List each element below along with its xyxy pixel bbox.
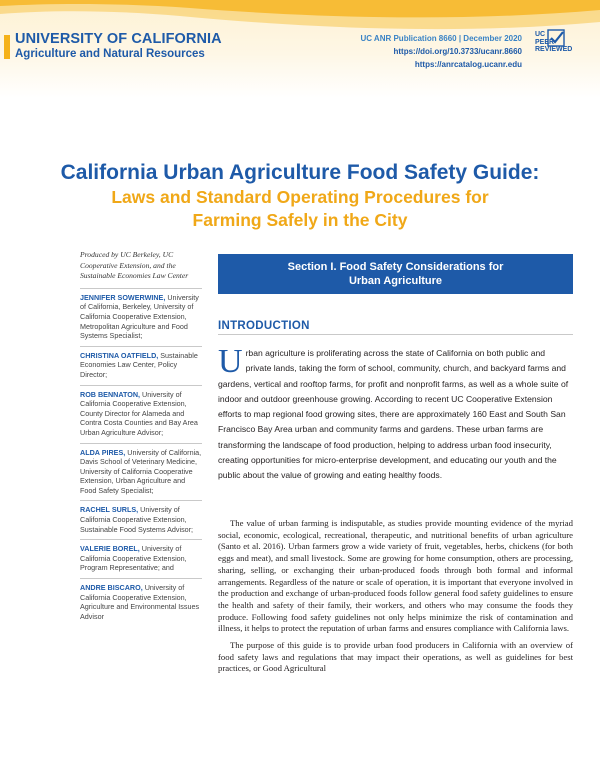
divider (80, 500, 202, 501)
peer-label-peer: PEER (535, 38, 555, 46)
peer-reviewed-label (535, 31, 572, 54)
author-entry (80, 583, 202, 621)
lead-paragraph (218, 343, 573, 484)
body-paragraph: The purpose of this guide is to provide urban food producers in California with an overview of food safety laws and regulations that may impact their operations, as well as guidelines for best practices, or Good Agricultural (218, 640, 573, 674)
document-title (30, 160, 570, 232)
author-role: University of California, Berkeley, University of California Cooperative Extension, Metropolitan Agriculture and Food Systems Specialist; (80, 292, 199, 341)
peer-label-reviewed: REVIEWED (535, 46, 573, 53)
divider (80, 385, 202, 386)
author-name: JENNIFER SOWERWINE, (80, 292, 166, 302)
author-entry (80, 351, 202, 380)
author-role: Sustainable Economies Law Center, Policy Director; (80, 350, 198, 379)
author-role: University of California Cooperative Extension, County Director for Alameda and Contra Costa Counties and Bay Area Urban Agriculture Advisor; (80, 389, 198, 437)
author-entry (80, 390, 202, 438)
uc-anr-logo (15, 31, 245, 61)
peer-label-uc: UC (535, 31, 546, 38)
divider (80, 346, 202, 347)
org-name: UNIVERSITY OF CALIFORNIA (15, 31, 222, 47)
section-title-line1: Section I. Food Safety Considerations for (287, 261, 504, 273)
org-division: Agriculture and Natural Resources (15, 48, 205, 60)
author-entry (80, 544, 202, 573)
divider (218, 334, 573, 335)
author-name: ROB BENNATON, (80, 389, 141, 399)
body-paragraph: The value of urban farming is indisputable, as studies provide mounting evidence of the myriad social, economic, ecological, recreational, therapeutic, and nutritional benefits of urban agriculture (Santo et al. 2016). Urban farmers grow a wide variety of fruit, vegetables, herbs, chickens (for both eggs and meat), and small livestock. Some are growing for home consumption, others are processing, sharing, selling, or exchanging their urban-produced foods through both formal and informal arrangements. Regardless of the nature or scale of operation, it is important that everyone involved in the production and exchange of urban-produced foods follow general food safety guidelines to ensure the health and safety of their family, their workers, and others who may consume the foods they produce. Following food safety guidelines not only helps minimize the risk of contamination and illness, it helps to protect the reputation of urban farms and ensures compliance with California laws. (218, 518, 573, 634)
catalog-link[interactable]: https://anrcatalog.ucanr.edu (414, 60, 522, 69)
author-entry (80, 505, 202, 534)
author-name: ALDA PIRES, (80, 447, 126, 457)
section-title-line2: Urban Agriculture (348, 275, 443, 287)
author-role: University of California Cooperative Extension, Agriculture and Environmental Issues Advisor (80, 583, 200, 621)
author-role: University of California Cooperative Extension, Sustainable Food Systems Advisor; (80, 505, 194, 534)
publication-number: UC ANR Publication 8660 | December 2020 (360, 34, 522, 43)
doi-link[interactable]: https://doi.org/10.3733/ucanr.8660 (393, 47, 522, 56)
produced-by-note: Produced by UC Berkeley, UC Cooperative Extension, and the Sustainable Economies Law Center (80, 250, 189, 281)
divider (80, 578, 202, 579)
introduction-heading: INTRODUCTION (218, 320, 310, 332)
publication-info (360, 32, 522, 71)
author-name: RACHEL SURLS, (80, 505, 139, 515)
body-text (218, 518, 573, 680)
author-entry (80, 293, 202, 341)
author-role: University of California, Davis School of Veterinary Medicine, University of California Cooperative Extension, Urban Agriculture and Food Safety Specialist; (80, 447, 202, 495)
section-heading-box (218, 254, 573, 294)
author-sidebar (80, 250, 202, 626)
author-entry (80, 448, 202, 496)
title-sub-line1: Laws and Standard Operating Procedures for (111, 187, 489, 207)
title-sub-line2: Farming Safely in the City (192, 210, 408, 230)
author-name: VALERIE BOREL, (80, 544, 140, 554)
divider (80, 288, 202, 289)
author-name: ANDRE BISCARO, (80, 583, 143, 593)
lead-text: rban agriculture is proliferating across the state of California on both public and private lands, taking the form of school, community, church, and backyard farms and gardens, vertical and rooftop farms, for profit and nonprofit farms, as well as a whole suite of indoor and outdoor greenhouse growing. According to recent UC Cooperative Extension efforts to map regional food growing sites, there are approximately 160 East and South San Francisco Bay Area urban and community farms and gardens. These urban farms are transforming the landscape of food production, helping to address urban food insecurity, creating opportunities for micro-enterprise development, and educating our youth and the public about the value of growing and eating healthy foods. (218, 348, 569, 481)
title-main: California Urban Agriculture Food Safety Guide: (60, 161, 540, 184)
divider (80, 443, 202, 444)
logo-accent-bar (4, 35, 10, 59)
author-role: University of California Cooperative Extension, Program Representative; and (80, 544, 187, 573)
drop-cap: U (218, 343, 243, 380)
divider (80, 539, 202, 540)
author-name: CHRISTINA OATFIELD, (80, 350, 159, 360)
